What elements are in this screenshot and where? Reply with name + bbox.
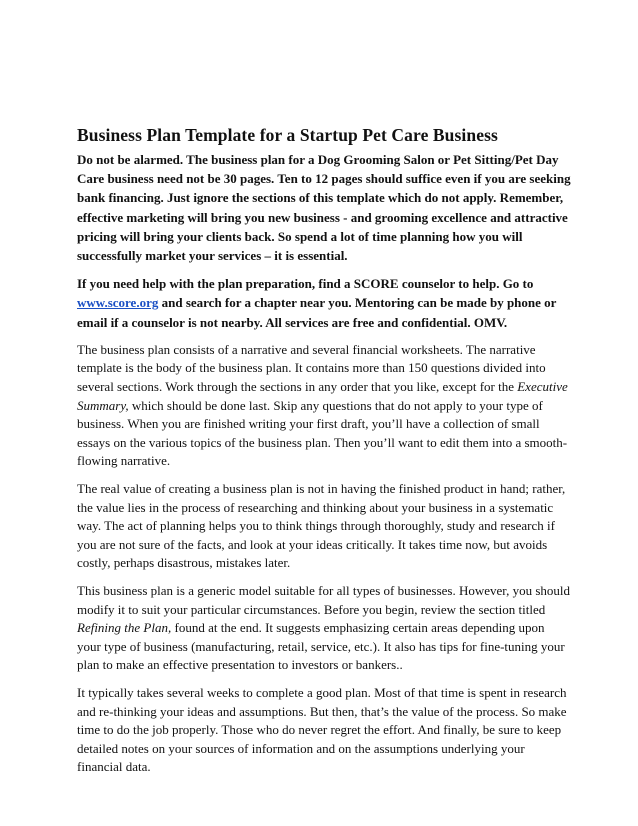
document-page bbox=[77, 124, 571, 786]
para1-italic: Executive Summary, bbox=[77, 379, 568, 413]
help-text-before: If you need help with the plan preparation, find a SCORE counselor to help. Go to bbox=[77, 276, 534, 292]
para3-after: found at the end. It suggests emphasizing certain areas depending upon your type of business (manufacturing, retail, service, etc.). It also has tips for fine-tuning your plan to make an effective presentation to investors or bankers.. bbox=[77, 620, 565, 673]
help-paragraph bbox=[77, 274, 571, 332]
para3-before: This business plan is a generic model suitable for all types of businesses. However, you should modify it to suit your particular circumstances. Before you begin, review the section titled bbox=[77, 582, 571, 617]
document-title: Business Plan Template for a Startup Pet Care Business bbox=[77, 125, 498, 145]
body-paragraph-1 bbox=[77, 341, 571, 471]
intro-paragraph: Do not be alarmed. The business plan for a Dog Grooming Salon or Pet Sitting/Pet Day Care business need not be 30 pages. Ten to 12 pages should suffice even if you are seeking bank financing. Just ignore the sections of this template which do not apply. Remember, effective marketing will bring you new business - and grooming excellence and attractive pricing will bring your clients back. So spend a lot of time planning how you will successfully market your services – it is essential. bbox=[77, 152, 571, 264]
body-paragraph-2: The real value of creating a business plan is not in having the finished product in hand; rather, the value lies in the process of researching and thinking about your business in a systematic way. The act of planning helps you to think things through thoroughly, study and research if you are not sure of the facts, and look at your ideas critically. It takes time now, but avoids costly, perhaps disastrous, mistakes later. bbox=[77, 480, 566, 571]
para1-after: which should be done last. Skip any questions that do not apply to your type of business. When you are finished writing your first draft, you’ll have a collection of small essays on the various topics of the business plan. Then you’ll want to edit them into a smooth-flowing narrative. bbox=[77, 397, 568, 469]
help-text-after: and search for a chapter near you. Mentoring can be made by phone or email if a counselor is not nearby. All services are free and confidential. OMV. bbox=[77, 295, 557, 330]
score-link[interactable]: www.score.org bbox=[77, 295, 159, 311]
para1-before: The business plan consists of a narrative and several financial worksheets. The narrative template is the body of the business plan. It contains more than 150 questions divided into several sections. Work through the sections in any order that you like, except for the bbox=[77, 341, 546, 395]
body-paragraph-3 bbox=[77, 582, 571, 675]
body-paragraph-4: It typically takes several weeks to complete a good plan. Most of that time is spent in research and re-thinking your ideas and assumptions. But then, that’s the value of the process. So make time to do the job properly. Those who do never regret the effort. And finally, be sure to keep detailed notes on your sources of information and on the assumptions underlying your financial data. bbox=[77, 684, 567, 775]
para3-italic: Refining the Plan, bbox=[77, 620, 172, 636]
